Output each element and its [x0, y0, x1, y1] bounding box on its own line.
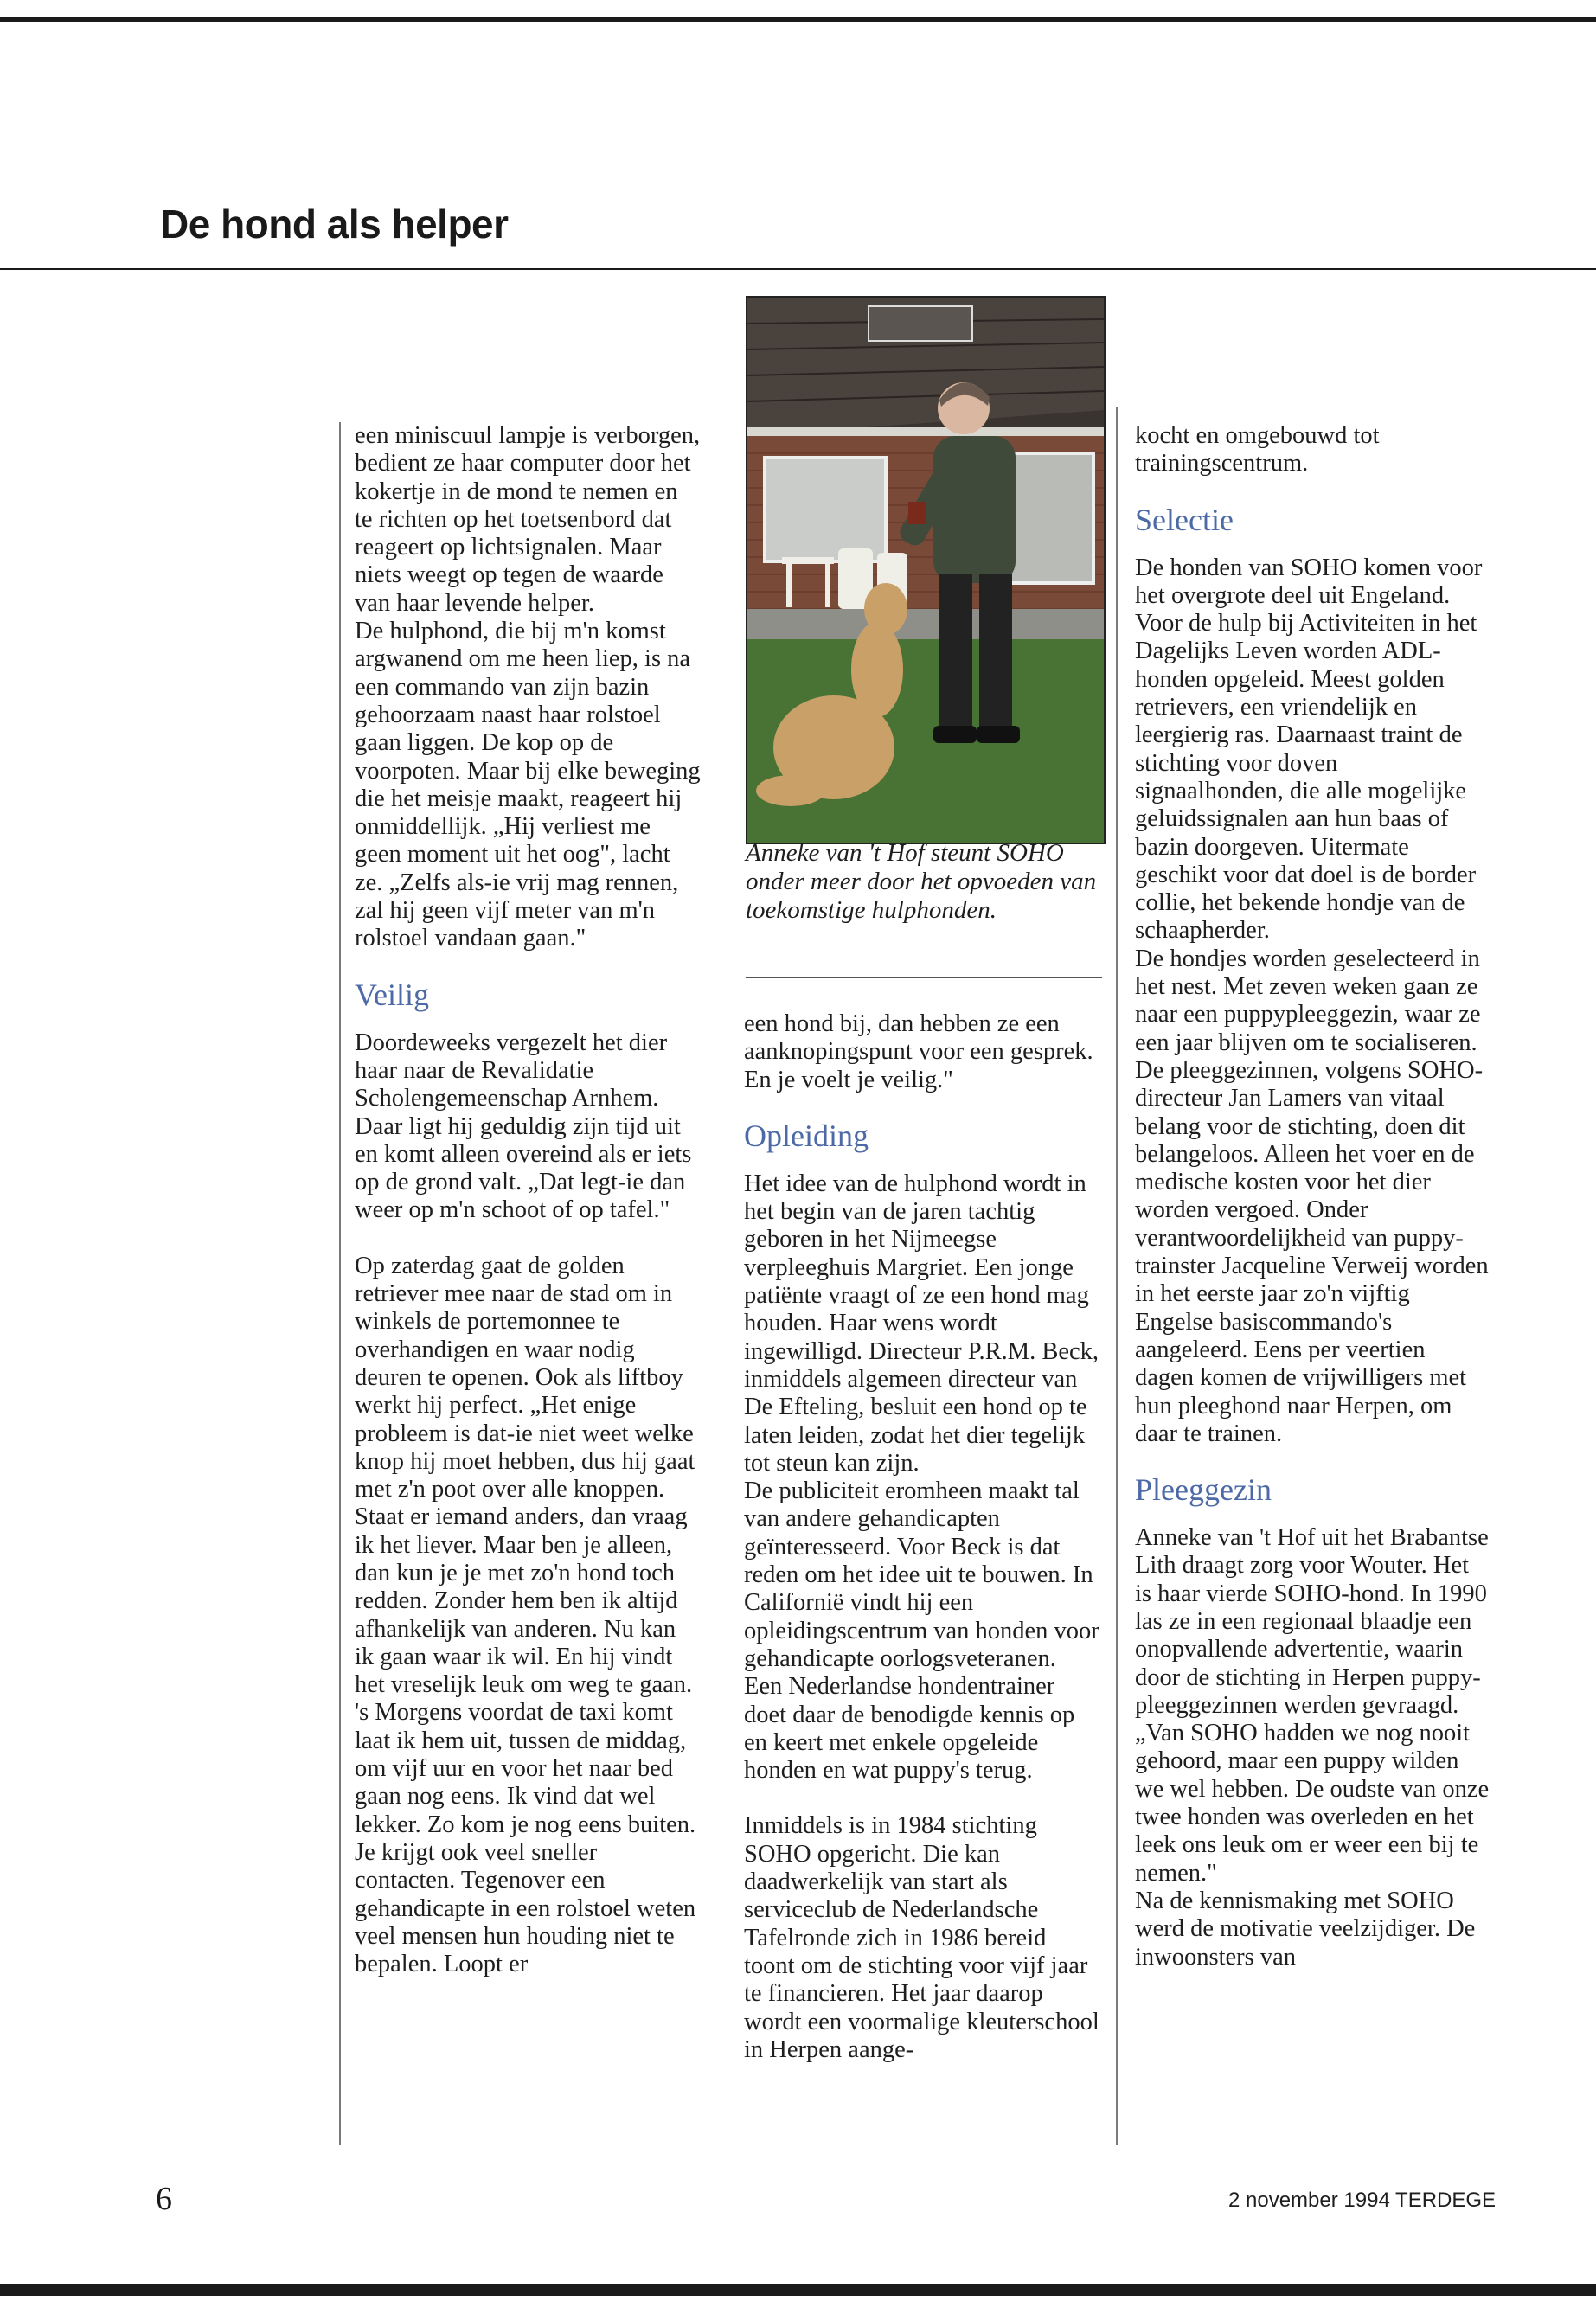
paragraph: De hondjes worden geselecteerd in het nest. Met zeven weken gaan ze naar een puppypleeggezin, waar ze een jaar blijven om te socialiseren. De pleeggezinnen, volgens SOHO-directeur Jan Lamers van vitaal belang voor de stichting, doen dit belangeloos. Alleen het voer en de medische kosten voor het dier worden vergoed. Onder verantwoordelijkheid van puppy-trainster Jacqueline Verweij worden in het eerste jaar zo'n vijftig Engelse basiscommando's aangeleerd. Eens per veertien dagen komen de vrijwilligers met hun pleeghond naar Herpen, om daar te trainen.	[1135, 945, 1489, 1447]
paragraph: kocht en omgebouwd tot trainingscentrum.	[1135, 422, 1380, 478]
footer-issue-date: 2 november 1994 TERDEGE	[1228, 2189, 1497, 2212]
top-rule	[0, 17, 1596, 22]
section-title: De hond als helper	[160, 202, 509, 247]
caption-rule	[746, 977, 1102, 978]
photo-caption: Anneke van 't Hof steunt SOHO onder meer door het opvoeden van toekomstige hulphonden.	[746, 839, 1097, 924]
paragraph: Op zaterdag gaat de golden retriever mee naar de stad om in winkels de portemonnee te overhandigen en waar nodig deuren te openen. Ook als liftboy werkt hij perfect. „Het enige probleem is dat-ie niet weet welke knop hij moet hebben, dus hij gaat met z'n poot over alle knoppen. Staat er iemand anders, dan vraag ik het liever. Maar ben je alleen, dan kun je je met zo'n hond toch redden. Zonder hem ben ik altijd afhankelijk van anderen. Nu kan ik gaan waar ik wil. En hij vindt het vreselijk leuk om weg te gaan.	[355, 1252, 695, 1699]
photo-illustration	[747, 298, 1104, 843]
article-column-1	[355, 422, 701, 1978]
bottom-rule	[0, 2284, 1596, 2296]
article-column-3	[1135, 422, 1490, 1971]
article-photo	[746, 296, 1106, 844]
paragraph: Inmiddels is in 1984 stichting SOHO opgericht. Die kan daadwerkelijk van start als serviceclub de Nederlandsche Tafelronde zich in 1986 bereid toont om de stichting voor vijf jaar te financieren. Het jaar daarop wordt een voormalige kleuterschool in Herpen aange-	[744, 1812, 1099, 2063]
paragraph: 's Morgens voordat de taxi komt laat ik hem uit, tussen de middag, om vijf uur en voor het naar bed gaan nog eens. Ik vind dat wel lekker. Zo kom je nog eens buiten. Je krijgt ook veel sneller contacten. Tegenover een gehandicapte in een rolstoel weten veel mensen hun houding niet te bepalen. Loopt er	[355, 1699, 696, 1978]
column-divider-left	[339, 422, 341, 2145]
paragraph: Na de kennismaking met SOHO werd de motivatie veelzijdiger. De inwoonsters van	[1135, 1887, 1476, 1971]
subheading-veilig: Veilig	[355, 977, 429, 1012]
column-divider-middle	[1116, 407, 1118, 2145]
paragraph: een hond bij, dan hebben ze een aanknopingspunt voor een gesprek. En je voelt je veilig."	[744, 1010, 1093, 1093]
subheading-opleiding: Opleiding	[744, 1118, 869, 1153]
subheading-pleeggezin: Pleeggezin	[1135, 1472, 1272, 1508]
paragraph: een miniscuul lampje is verborgen, bedient ze haar computer door het kokertje in de mond te nemen en te richten op het toetsenbord dat reageert op lichtsignalen. Maar niets weegt op tegen de waarde van haar levende helper.	[355, 422, 701, 617]
paragraph: De honden van SOHO komen voor het overgrote deel uit Engeland. Voor de hulp bij Activiteiten in het Dagelijks Leven worden ADL-honden opgeleid. Meest golden retrievers, een vriendelijk en leergierig ras. Daarnaast traint de stichting voor doven signaalhonden, die alle mogelijke geluidssignalen aan hun baas of bazin doorgeven. Uitermate geschikt voor dat doel is de border collie, het bekende hondje van de schaapherder.	[1135, 554, 1483, 945]
paragraph: Anneke van 't Hof uit het Brabantse Lith draagt zorg voor Wouter. Het is haar vierde SOHO-hond. In 1990 las ze in een regionaal blaadje een onopvallende advertentie, waarin door de stichting in Herpen puppy-pleeggezinnen werden gevraagd. „Van SOHO hadden we nog nooit gehoord, maar een puppy wilden we wel hebben. De oudste van onze twee honden was overleden en het leek ons leuk om er weer een bij te nemen."	[1135, 1524, 1490, 1887]
page-number: 6	[156, 2181, 172, 2217]
header-rule	[0, 268, 1596, 270]
paragraph: Het idee van de hulphond wordt in het begin van de jaren tachtig geboren in het Nijmeegse verpleeghuis Margriet. Een jonge patiënte vraagt of ze een hond mag houden. Haar wens wordt ingewilligd. Directeur P.R.M. Beck, inmiddels algemeen directeur van De Efteling, besluit een hond op te laten leiden, zodat het dier tegelijk tot steun kan zijn.	[744, 1170, 1099, 1477]
article-column-2	[744, 1010, 1100, 2064]
paragraph: De hulphond, die bij m'n komst argwanend om me heen liep, is na een commando van zijn bazin gehoorzaam naast haar rolstoel gaan liggen. De kop op de voorpoten. Maar bij elke beweging die het meisje maakt, reageert hij onmiddellijk. „Hij verliest me geen moment uit het oog", lacht ze. „Zelfs als-ie vrij mag rennen, zal hij geen vijf meter van m'n rolstoel vandaan gaan."	[355, 618, 701, 952]
paragraph: De publiciteit eromheen maakt tal van andere gehandicapten geïnteresseerd. Voor Beck is dat reden om het idee uit te bouwen. In Californië vindt hij een opleidingscentrum van honden voor gehandicapte oorlogsveteranen. Een Nederlandse hondentrainer doet daar de benodigde kennis op en keert met enkele opgeleide honden en wat puppy's terug.	[744, 1477, 1099, 1785]
paragraph: Doordeweeks vergezelt het dier haar naar de Revalidatie Scholengemeenschap Arnhem. Daar ligt hij geduldig zijn tijd uit en komt alleen overeind als er iets op de grond valt. „Dat legt-ie dan weer op m'n schoot of op tafel."	[355, 1029, 692, 1224]
subheading-selectie: Selectie	[1135, 502, 1234, 537]
